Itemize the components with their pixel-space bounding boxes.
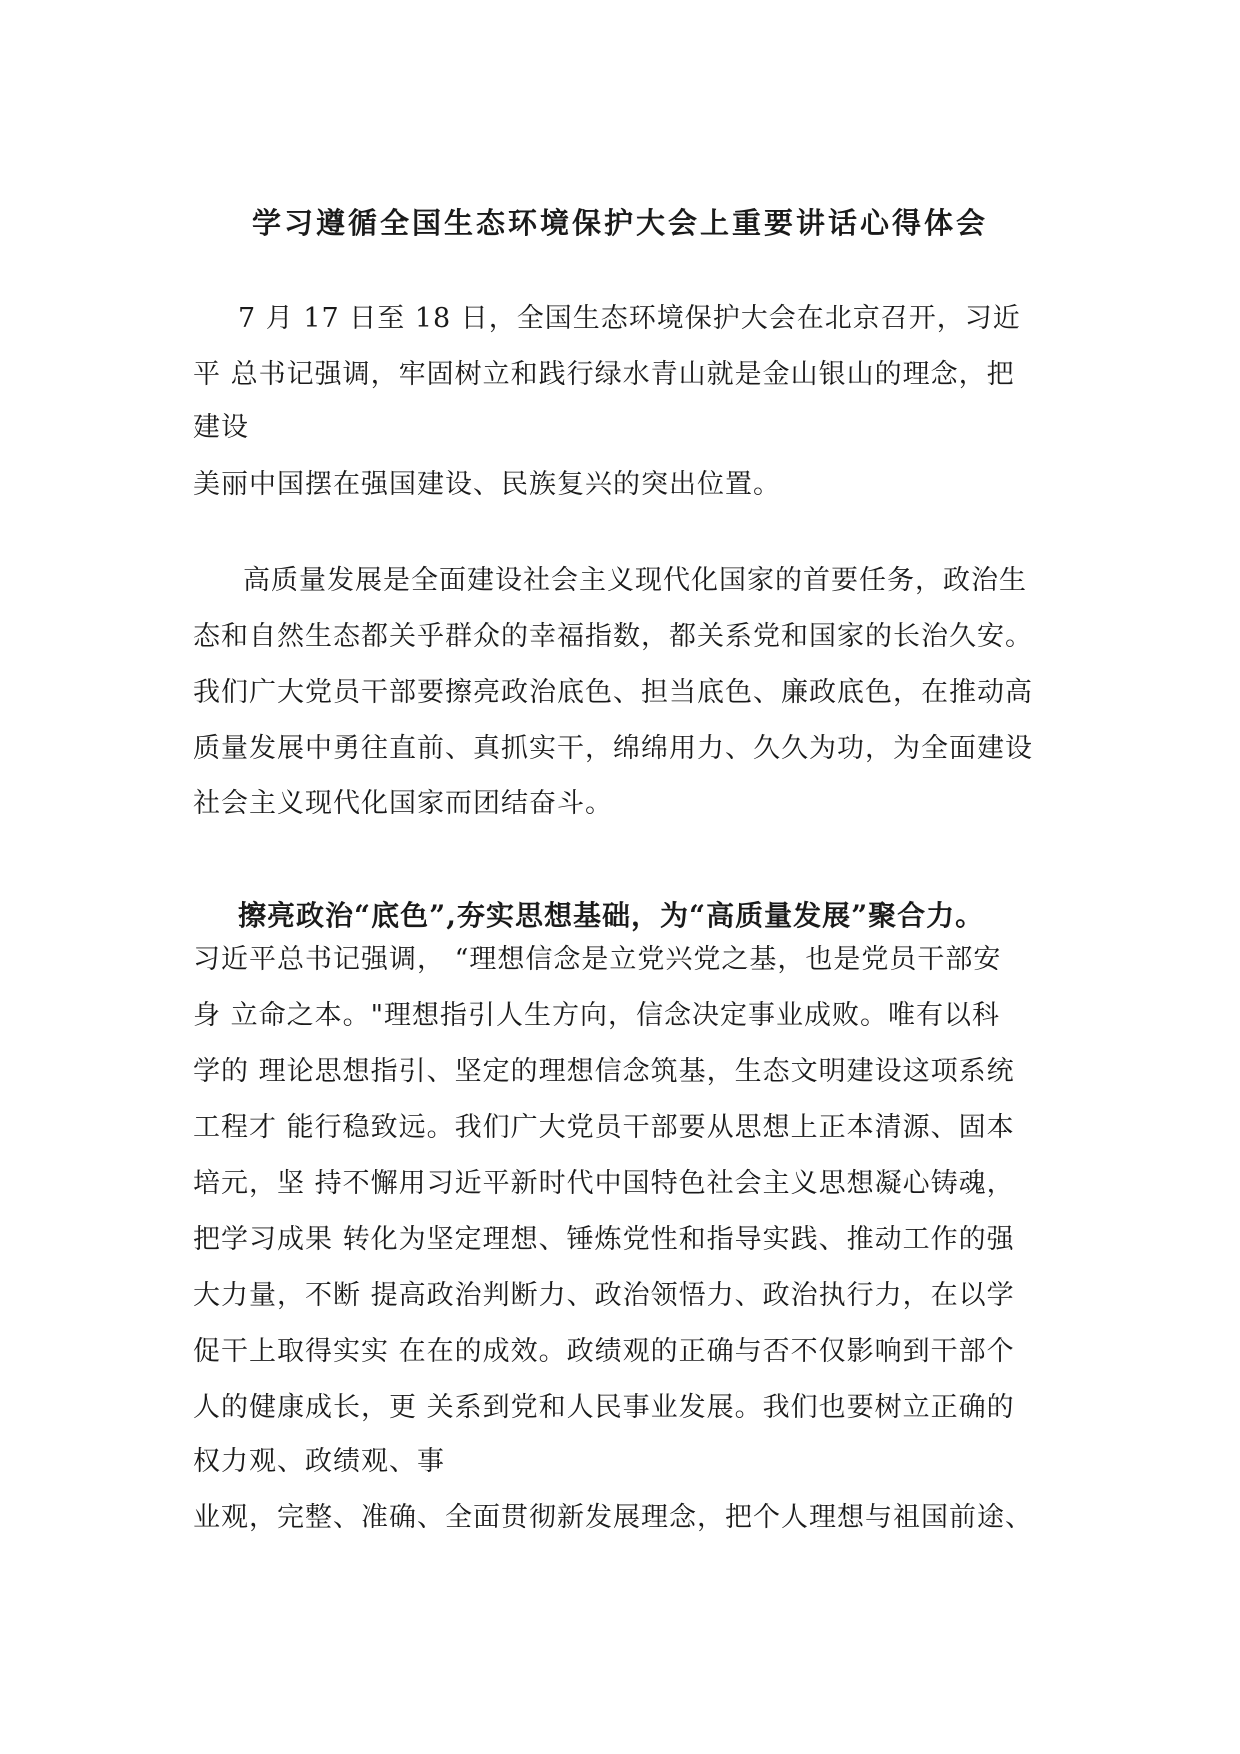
paragraph-2-line-1: 高质量发展是全面建设社会主义现代化国家的首要任务，政治生 [243, 565, 1027, 596]
paragraph-3-line-10: 权力观、政绩观、事 [193, 1446, 445, 1477]
document-title: 学习遵循全国生态环境保护大会上重要讲话心得体会 [251, 206, 988, 240]
paragraph-2-line-5: 社会主义现代化国家而团结奋斗。 [193, 788, 613, 819]
paragraph-3-line-5: 培元，坚 持不懈用习近平新时代中国特色社会主义思想凝心铸魂， [193, 1168, 1015, 1199]
paragraph-1-line-4: 美丽中国摆在强国建设、民族复兴的突出位置。 [193, 469, 781, 500]
paragraph-3-line-3: 学的 理论思想指引、坚定的理想信念筑基，生态文明建设这项系统 [193, 1056, 1015, 1087]
paragraph-3-line-1: 习近平总书记强调， “理想信念是立党兴党之基，也是党员干部安 [193, 944, 1002, 975]
paragraph-3-line-4: 工程才 能行稳致远。我们广大党员干部要从思想上正本清源、固本 [193, 1112, 1015, 1143]
paragraph-3-line-11: 业观，完整、准确、全面贯彻新发展理念，把个人理想与祖国前途、 [193, 1502, 1033, 1533]
paragraph-2-line-2: 态和自然生态都关乎群众的幸福指数，都关系党和国家的长治久安。 [193, 621, 1033, 652]
paragraph-3-line-8: 促干上取得实实 在在的成效。政绩观的正确与否不仅影响到干部个 [193, 1336, 1015, 1367]
paragraph-3-line-9: 人的健康成长，更 关系到党和人民事业发展。我们也要树立正确的 [193, 1392, 1015, 1423]
paragraph-1-line-3: 建设 [193, 412, 249, 443]
section-heading: 擦亮政治“底色”,夯实思想基础，为“高质量发展”聚合力。 [238, 899, 985, 932]
paragraph-1-line-1: 7 月 17 日至 18 日，全国生态环境保护大会在北京召开，习近 [238, 303, 1021, 334]
paragraph-1-line-2: 平 总书记强调，牢固树立和践行绿水青山就是金山银山的理念，把 [193, 359, 1015, 390]
paragraph-3-line-7: 大力量，不断 提高政治判断力、政治领悟力、政治执行力，在以学 [193, 1280, 1015, 1311]
paragraph-3-line-2: 身 立命之本。"理想指引人生方向，信念决定事业成败。唯有以科 [193, 1000, 1001, 1031]
paragraph-2-line-4: 质量发展中勇往直前、真抓实干，绵绵用力、久久为功，为全面建设 [193, 733, 1033, 764]
paragraph-2-line-3: 我们广大党员干部要擦亮政治底色、担当底色、廉政底色，在推动高 [193, 677, 1033, 708]
paragraph-3-line-6: 把学习成果 转化为坚定理想、锤炼党性和指导实践、推动工作的强 [193, 1224, 1015, 1255]
